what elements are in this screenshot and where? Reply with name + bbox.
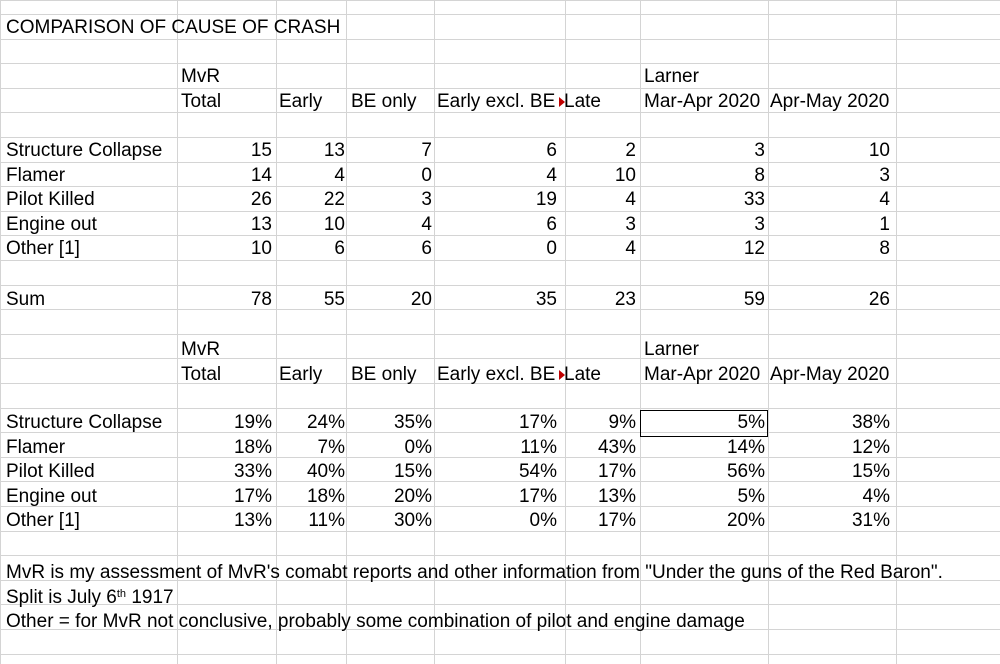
sum-cell[interactable]: 26 (868, 289, 890, 310)
count-cell[interactable]: 4 (421, 214, 432, 235)
percent-cell[interactable]: 31% (851, 510, 890, 531)
count-row-label[interactable]: Flamer (6, 165, 66, 186)
percent-cell[interactable]: 17% (597, 461, 636, 482)
note-mvr-assessment[interactable]: MvR is my assessment of MvR's comabt reports and other information from "Under the guns of the Red Baron". (6, 562, 943, 583)
percent-cell[interactable]: 14% (726, 437, 765, 458)
sum-cell[interactable]: 59 (743, 289, 765, 310)
sum-cell[interactable]: 35 (535, 289, 557, 310)
sheet-title[interactable]: COMPARISON OF CAUSE OF CRASH (6, 17, 341, 38)
count-cell[interactable]: 4 (879, 189, 890, 210)
percent-cell[interactable]: 4% (862, 486, 890, 507)
count-cell[interactable]: 4 (546, 165, 557, 186)
note-other-definition[interactable]: Other = for MvR not conclusive, probably some combination of pilot and engine damage (6, 611, 745, 632)
percent-cell[interactable]: 11% (308, 510, 345, 531)
percent-cell[interactable]: 0% (529, 510, 557, 531)
count-cell[interactable]: 0 (421, 165, 432, 186)
header-be-only[interactable]: BE only (351, 91, 417, 112)
header2-early-excl-be[interactable]: Early excl. BE (437, 364, 556, 385)
count-cell[interactable]: 3 (754, 140, 765, 161)
percent-cell[interactable]: 13% (597, 486, 636, 507)
count-cell[interactable]: 10 (250, 238, 272, 259)
percent-cell[interactable]: 24% (306, 412, 345, 433)
header2-be-only[interactable]: BE only (351, 364, 417, 385)
percent-cell[interactable]: 9% (608, 412, 636, 433)
header-group-larner[interactable]: Larner (644, 66, 699, 87)
count-cell[interactable]: 2 (625, 140, 636, 161)
count-cell[interactable]: 8 (879, 238, 890, 259)
count-cell[interactable]: 3 (421, 189, 432, 210)
count-cell[interactable]: 10 (323, 214, 345, 235)
count-row-label[interactable]: Pilot Killed (6, 189, 95, 210)
percent-cell[interactable]: 43% (597, 437, 636, 458)
percent-cell[interactable]: 13% (233, 510, 272, 531)
grid-row-line (0, 334, 1000, 335)
percent-cell[interactable]: 20% (393, 486, 432, 507)
header-late[interactable]: Late (564, 91, 601, 112)
percent-cell[interactable]: 20% (726, 510, 765, 531)
percent-cell[interactable]: 18% (306, 486, 345, 507)
grid-row-line (0, 654, 1000, 655)
percent-cell[interactable]: 17% (518, 486, 557, 507)
count-cell[interactable]: 15 (250, 140, 272, 161)
percent-row-label[interactable]: Flamer (6, 437, 66, 458)
count-cell[interactable]: 3 (625, 214, 636, 235)
header2-mar-apr-2020[interactable]: Mar-Apr 2020 (644, 364, 761, 385)
grid-row-line (0, 63, 1000, 64)
grid-row-line (0, 88, 1000, 89)
percent-cell[interactable]: 54% (518, 461, 557, 482)
percent-cell[interactable]: 38% (851, 412, 890, 433)
sum-cell[interactable]: 78 (250, 289, 272, 310)
count-cell[interactable]: 26 (250, 189, 272, 210)
header2-total[interactable]: Total (181, 364, 222, 385)
sum-cell[interactable]: 55 (323, 289, 345, 310)
sum-cell[interactable]: 23 (614, 289, 636, 310)
header-total[interactable]: Total (181, 91, 222, 112)
percent-cell[interactable]: 12% (851, 437, 890, 458)
percent-row-label[interactable]: Pilot Killed (6, 461, 95, 482)
percent-cell[interactable]: 19% (233, 412, 272, 433)
header-early-excl-be[interactable]: Early excl. BE (437, 91, 556, 112)
count-cell[interactable]: 3 (879, 165, 890, 186)
count-row-label[interactable]: Structure Collapse (6, 140, 163, 161)
count-cell[interactable]: 6 (334, 238, 345, 259)
count-cell[interactable]: 22 (323, 189, 345, 210)
count-cell[interactable]: 4 (625, 238, 636, 259)
count-cell[interactable]: 13 (250, 214, 272, 235)
percent-cell[interactable]: 11% (520, 437, 557, 458)
percent-cell[interactable]: 15% (393, 461, 432, 482)
count-cell[interactable]: 10 (868, 140, 890, 161)
percent-row-label[interactable]: Other [1] (6, 510, 80, 531)
count-cell[interactable]: 6 (546, 214, 557, 235)
header-group-mvr[interactable]: MvR (181, 66, 221, 87)
count-row-label[interactable]: Engine out (6, 214, 97, 235)
percent-cell[interactable]: 5% (737, 486, 765, 507)
count-row-label[interactable]: Other [1] (6, 238, 80, 259)
count-cell[interactable]: 19 (535, 189, 557, 210)
sum-cell[interactable]: 20 (410, 289, 432, 310)
percent-row-label[interactable]: Engine out (6, 486, 97, 507)
header2-early[interactable]: Early (279, 364, 323, 385)
grid-row-line (0, 137, 1000, 138)
header-early[interactable]: Early (279, 91, 323, 112)
note-split-date[interactable]: Split is July 6th 1917 (6, 587, 174, 608)
percent-cell[interactable]: 17% (597, 510, 636, 531)
percent-cell[interactable]: 7% (317, 437, 345, 458)
count-cell[interactable]: 3 (754, 214, 765, 235)
percent-cell[interactable]: 17% (233, 486, 272, 507)
count-cell[interactable]: 7 (421, 140, 432, 161)
header2-late[interactable]: Late (564, 364, 601, 385)
percent-cell[interactable]: 56% (726, 461, 765, 482)
grid-column-line (0, 0, 1, 664)
sum-label[interactable]: Sum (6, 289, 46, 310)
count-cell[interactable]: 4 (625, 189, 636, 210)
count-cell[interactable]: 13 (323, 140, 345, 161)
count-cell[interactable]: 0 (546, 238, 557, 259)
active-cell-selection[interactable] (640, 410, 768, 437)
grid-row-line (0, 408, 1000, 409)
count-cell[interactable]: 14 (250, 165, 272, 186)
count-cell[interactable]: 8 (754, 165, 765, 186)
count-cell[interactable]: 1 (879, 214, 890, 235)
percent-cell[interactable]: 0% (404, 437, 432, 458)
grid-row-line (0, 555, 1000, 556)
percent-cell[interactable]: 17% (518, 412, 557, 433)
percent-cell[interactable]: 5% (737, 412, 765, 433)
percent-cell[interactable]: 30% (393, 510, 432, 531)
count-cell[interactable]: 10 (614, 165, 636, 186)
percent-row-label[interactable]: Structure Collapse (6, 412, 163, 433)
percent-cell[interactable]: 18% (233, 437, 272, 458)
count-cell[interactable]: 33 (743, 189, 765, 210)
count-cell[interactable]: 6 (421, 238, 432, 259)
header2-group-larner[interactable]: Larner (644, 339, 699, 360)
percent-cell[interactable]: 35% (393, 412, 432, 433)
count-cell[interactable]: 4 (334, 165, 345, 186)
grid-row-line (0, 285, 1000, 286)
header2-group-mvr[interactable]: MvR (181, 339, 221, 360)
grid-row-line (0, 14, 1000, 15)
count-cell[interactable]: 6 (546, 140, 557, 161)
header2-apr-may-2020[interactable]: Apr-May 2020 (770, 364, 890, 385)
ordinal-superscript: th (116, 588, 127, 600)
header-apr-may-2020[interactable]: Apr-May 2020 (770, 91, 890, 112)
percent-cell[interactable]: 40% (306, 461, 345, 482)
count-cell[interactable]: 12 (743, 238, 765, 259)
grid-row-line (0, 358, 1000, 359)
percent-cell[interactable]: 33% (233, 461, 272, 482)
percent-cell[interactable]: 15% (851, 461, 890, 482)
header-mar-apr-2020[interactable]: Mar-Apr 2020 (644, 91, 761, 112)
